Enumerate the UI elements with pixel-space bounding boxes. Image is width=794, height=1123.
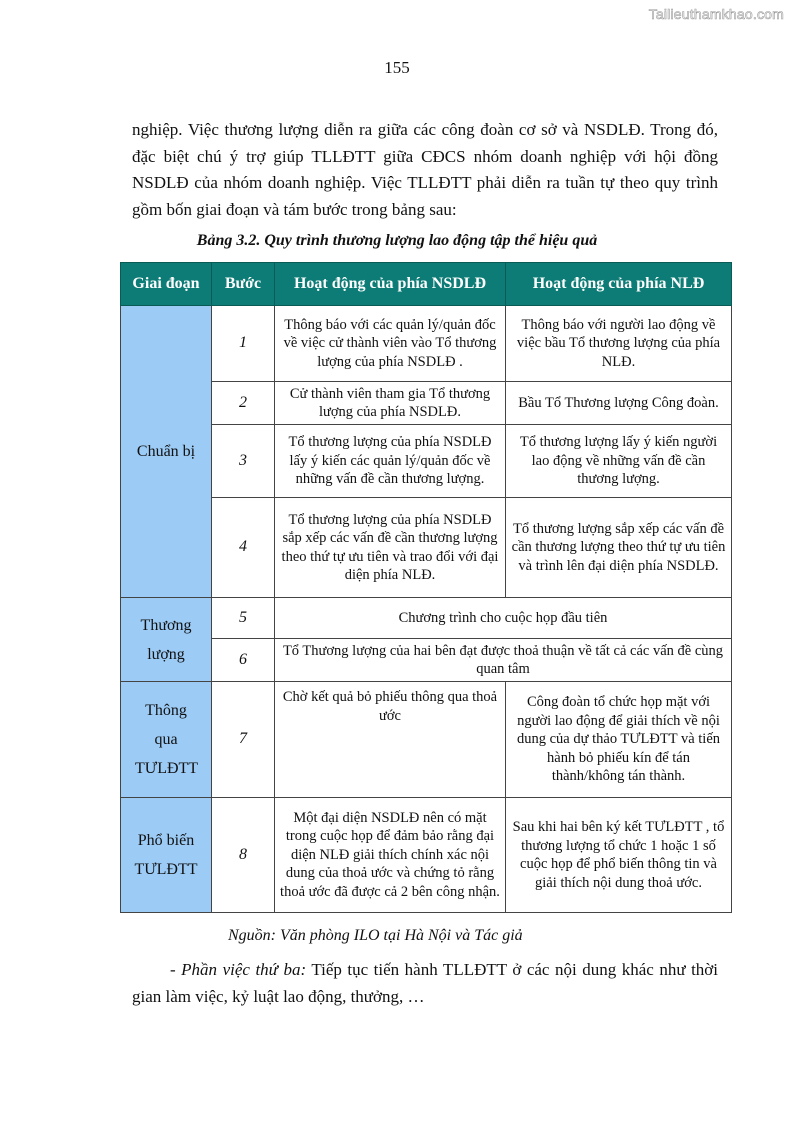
step-cell: 3 — [212, 425, 275, 498]
page-number: 155 — [384, 58, 410, 77]
table-row — [121, 382, 732, 425]
joint-cell: Chương trình cho cuộc họp đầu tiên — [275, 598, 732, 639]
table-row — [121, 425, 732, 498]
header-employer: Hoạt động của phía NSDLĐ — [275, 263, 506, 306]
table-row — [121, 498, 732, 598]
table-row — [121, 598, 732, 639]
intro-paragraph: nghiệp. Việc thương lượng diễn ra giữa các công đoàn cơ sở và NSDLĐ. Trong đó, đặc biệt chú ý trợ giúp TLLĐTT giữa CĐCS nhóm doanh nghiệp với hội đồng NSDLĐ của nhóm doanh nghiệp. Việc TLLĐTT phải diễn ra tuần tự theo quy trình gồm bốn giai đoạn và tám bước trong bảng sau: — [132, 120, 718, 219]
closing-paragraph — [132, 957, 718, 1010]
closing-text: Tiếp tục tiến hành TLLĐTT ở các nội dung khác như thời gian làm việc, kỷ luật lao động, thưởng, … — [132, 960, 719, 1006]
step-cell: 5 — [212, 598, 275, 639]
step-cell: 1 — [212, 306, 275, 382]
joint-cell: Tổ Thương lượng của hai bên đạt được thoả thuận về tất cả các vấn đề cùng quan tâm — [275, 639, 732, 682]
step-cell: 2 — [212, 382, 275, 425]
worker-cell: Thông báo với người lao động về việc bầu Tổ thương lượng của phía NLĐ. — [506, 306, 732, 382]
watermark: Tailieuthamkhao.com — [648, 6, 784, 22]
phase-cell: Thông qua TƯLĐTT — [121, 682, 212, 798]
worker-cell: Bầu Tổ Thương lượng Công đoàn. — [506, 382, 732, 425]
step-cell: 4 — [212, 498, 275, 598]
table-row — [121, 798, 732, 913]
step-cell: 7 — [212, 682, 275, 798]
table-row — [121, 682, 732, 798]
worker-cell: Công đoàn tổ chức họp mặt với người lao động để giải thích về nội dung của dự thảo TƯLĐTT và tiến hành bỏ phiếu kín để tán thành/không tán thành. — [506, 682, 732, 798]
process-table — [120, 262, 732, 913]
header-phase: Giai đoạn — [121, 263, 212, 306]
worker-cell: Tổ thương lượng lấy ý kiến người lao động về những vấn đề cần thương lượng. — [506, 425, 732, 498]
step-cell: 6 — [212, 639, 275, 682]
table-row — [121, 639, 732, 682]
worker-cell: Sau khi hai bên ký kết TƯLĐTT , tổ thương lượng tổ chức 1 hoặc 1 số cuộc họp để phổ biến thông tin và giải thích nội dung thoả ước. — [506, 798, 732, 913]
phase-cell: Thương lượng — [121, 598, 212, 682]
phase-cell: Chuẩn bị — [121, 306, 212, 598]
employer-cell: Tổ thương lượng của phía NSDLĐ sắp xếp các vấn đề cần thương lượng theo thứ tự ưu tiên và trao đổi với đại diện phía NLĐ. — [275, 498, 506, 598]
worker-cell: Tổ thương lượng sắp xếp các vấn đề cần thương lượng theo thứ tự ưu tiên và trình lên đại diện phía NSDLĐ. — [506, 498, 732, 598]
table-caption: Bảng 3.2. Quy trình thương lượng lao động tập thể hiệu quả — [196, 232, 598, 249]
employer-cell: Thông báo với các quản lý/quản đốc về việc cử thành viên vào Tổ thương lượng của phía NSDLĐ . — [275, 306, 506, 382]
employer-cell: Cử thành viên tham gia Tổ thương lượng của phía NSDLĐ. — [275, 382, 506, 425]
table-row — [121, 306, 732, 382]
header-worker: Hoạt động của phía NLĐ — [506, 263, 732, 306]
table-header-row — [121, 263, 732, 306]
employer-cell: Chờ kết quả bỏ phiếu thông qua thoả ước — [275, 682, 506, 798]
phase-cell: Phổ biến TƯLĐTT — [121, 798, 212, 913]
employer-cell: Tổ thương lượng của phía NSDLĐ lấy ý kiến các quản lý/quản đốc về những vấn đề cần thương lượng. — [275, 425, 506, 498]
table-source: Nguồn: Văn phòng ILO tại Hà Nội và Tác giả — [228, 927, 523, 944]
employer-cell: Một đại diện NSDLĐ nên có mặt trong cuộc họp để đảm bảo rằng đại diện NLĐ giải thích chính xác nội dung của thoả ước và chứng tỏ rằng thoả ước đã được cả 2 bên công nhận. — [275, 798, 506, 913]
closing-lead: - Phần việc thứ ba: — [170, 960, 307, 979]
header-step: Bước — [212, 263, 275, 306]
step-cell: 8 — [212, 798, 275, 913]
